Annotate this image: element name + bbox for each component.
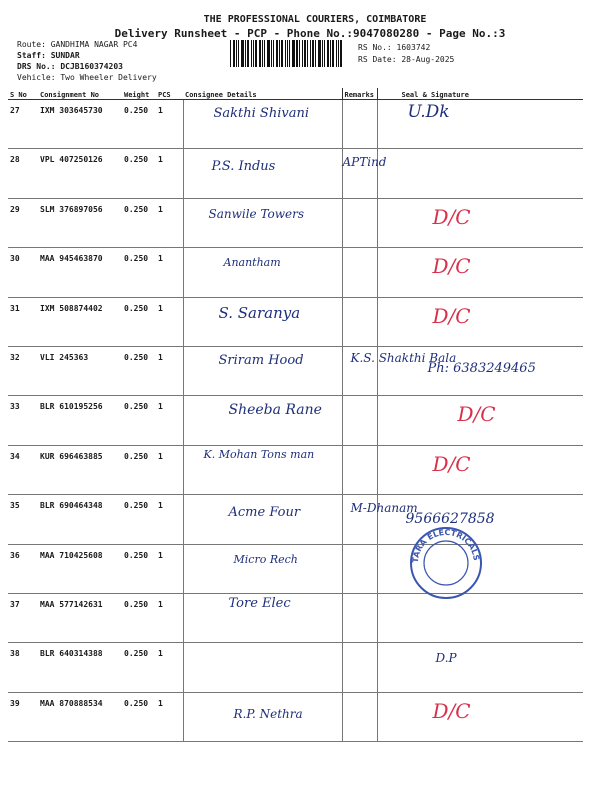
cell-weight: 0.250 [122,149,156,198]
barcode-bar [247,40,249,67]
handwritten-consignee: Sakthi Shivani [213,106,309,121]
cell-consignment: IXM 508874402 [38,297,122,346]
handwritten-signature: 9566627858 [405,511,495,528]
cell-seal [377,248,583,297]
cell-pcs: 1 [156,495,183,544]
cell-weight: 0.250 [122,346,156,395]
handwritten-dc-mark: D/C [457,402,496,427]
barcode-bar [292,40,295,67]
cell-sno: 29 [8,198,38,247]
cell-pcs: 1 [156,396,183,445]
cell-consignment: MAA 870888534 [38,692,122,741]
cell-consignee [183,198,342,247]
cell-consignment: MAA 945463870 [38,248,122,297]
barcode [230,40,352,67]
cell-weight: 0.250 [122,593,156,642]
barcode-bar [253,40,254,67]
cell-consignment: KUR 696463885 [38,445,122,494]
cell-weight: 0.250 [122,495,156,544]
cell-sno: 39 [8,692,38,741]
table-row [8,544,583,593]
cell-sno: 36 [8,544,38,593]
table-row [8,297,583,346]
cell-remarks [342,149,387,198]
barcode-bar [299,40,300,67]
cell-consignment: VPL 407250126 [38,149,122,198]
cell-sno: 31 [8,297,38,346]
col-consignee: Consignee Details [183,88,342,100]
cell-pcs: 1 [156,100,183,149]
barcode-bar [302,40,303,67]
route-line [17,40,137,49]
barcode-bar [279,40,280,67]
cell-consignee [183,593,342,642]
cell-consignment: BLR 610195256 [38,396,122,445]
rs-no-value: 1603742 [396,43,431,52]
cell-pcs: 1 [156,198,183,247]
barcode-bar [338,40,339,67]
cell-seal [377,198,583,247]
cell-consignment: BLR 640314388 [38,643,122,692]
cell-remarks [342,248,377,297]
cell-consignee [183,149,342,198]
staff-label: Staff: [17,51,46,60]
barcode-bar [318,40,321,67]
cell-pcs: 1 [156,445,183,494]
cell-remarks [342,495,418,544]
cell-consignee [183,445,342,494]
cell-remarks [342,100,377,149]
cell-remarks [342,445,377,494]
rs-date-line [358,55,454,64]
col-sno: S No [8,88,38,100]
barcode-bar [233,40,235,67]
handwritten-signature: D.P [435,651,457,666]
cell-sno: 34 [8,445,38,494]
col-weight: Weight [122,88,156,100]
cell-remarks [342,544,377,593]
handwritten-signature: Ph: 6383249465 [427,360,536,376]
cell-weight: 0.250 [122,248,156,297]
barcode-bar [262,40,263,67]
handwritten-remarks: APTind [342,155,387,170]
rs-no-line [358,43,430,52]
barcode-bar [236,40,237,67]
staff-value: SUNDAR [50,51,80,60]
barcode-bar [332,40,334,67]
col-consignment: Consignment No [38,88,122,100]
cell-pcs: 1 [156,248,183,297]
runsheet-title: Delivery Runsheet - PCP - Phone No.:9047080280 - Page No.:3 [114,27,506,40]
handwritten-consignee: P.S. Indus [211,159,276,175]
barcode-bar [241,40,244,67]
cell-seal [377,643,583,692]
cell-remarks [342,396,377,445]
table-row [8,346,583,395]
barcode-bar [296,40,298,67]
drs-line [17,62,123,71]
handwritten-consignee: K. Mohan Tons man [203,447,315,461]
vehicle-line [17,73,157,82]
company-title: THE PROFESSIONAL COURIERS, COIMBATORE [203,14,427,25]
handwritten-remarks: K.S. Shakthi Bala [350,350,457,365]
barcode-bar [271,40,272,67]
barcode-bar [330,40,331,67]
cell-remarks [342,346,457,395]
handwritten-consignee: Micro Rech [233,552,298,566]
cell-weight: 0.250 [122,643,156,692]
cell-pcs: 1 [156,544,183,593]
handwritten-signature: U.Dk [407,102,450,122]
drs-label: DRS No.: [17,62,56,71]
table-header [8,88,583,100]
barcode-bar [245,40,246,67]
cell-weight: 0.250 [122,544,156,593]
cell-sno: 38 [8,643,38,692]
staff-line [17,51,80,60]
handwritten-consignee: Sanwile Towers [208,206,305,221]
cell-pcs: 1 [156,346,183,395]
cell-remarks [342,198,377,247]
table-row [8,396,583,445]
cell-pcs: 1 [156,692,183,741]
handwritten-dc-mark: D/C [432,204,471,229]
cell-seal [377,396,583,445]
barcode-bar [310,40,311,67]
handwritten-dc-mark: D/C [432,303,471,328]
cell-consignee [183,100,342,149]
handwritten-dc-mark: D/C [432,451,471,476]
cell-consignee [183,248,342,297]
cell-weight: 0.250 [122,445,156,494]
cell-sno: 30 [8,248,38,297]
barcode-bar [259,40,261,67]
barcode-bar [327,40,329,67]
cell-pcs: 1 [156,297,183,346]
cell-weight: 0.250 [122,198,156,247]
col-pcs: PCS [156,88,183,100]
barcode-bar [276,40,278,67]
barcode-bar [251,40,252,67]
cell-consignee [183,396,342,445]
barcode-bar [322,40,323,67]
cell-seal [377,297,583,346]
route-label: Route: [17,40,46,49]
rs-date-label: RS Date: [358,55,397,64]
cell-remarks [342,643,377,692]
cell-consignment: BLR 690464348 [38,495,122,544]
cell-pcs: 1 [156,593,183,642]
handwritten-consignee: Acme Four [228,505,301,521]
table-row [8,643,583,692]
cell-pcs: 1 [156,643,183,692]
barcode-bar [281,40,283,67]
handwritten-consignee: R.P. Nethra [233,706,303,721]
cell-seal [377,100,583,149]
handwritten-remarks: M-Dhanam [350,501,418,516]
cell-sno: 33 [8,396,38,445]
col-remarks: Remarks [342,88,377,100]
table-row [8,248,583,297]
table-row [8,692,583,741]
handwritten-consignee: Sheeba Rane [228,402,322,419]
barcode-bar [267,40,270,67]
col-seal: Seal & Signature [377,88,583,100]
barcode-bar [273,40,274,67]
barcode-bar [287,40,288,67]
cell-consignee [183,495,342,544]
cell-consignment: SLM 376897056 [38,198,122,247]
barcode-bar [289,40,290,67]
cell-consignment: MAA 577142631 [38,593,122,642]
handwritten-consignee: S. Saranya [218,303,301,322]
barcode-bar [304,40,306,67]
cell-sno: 37 [8,593,38,642]
route-value: GANDHIMA NAGAR PC4 [50,40,138,49]
cell-remarks [342,297,377,346]
svg-text:TARA ELECTRICALS: TARA ELECTRICALS [410,527,481,564]
cell-consignee [183,692,342,741]
table-row [8,445,583,494]
cell-seal [377,149,583,198]
cell-seal [377,445,583,494]
barcode-bar [238,40,239,67]
table-row [8,593,583,642]
table-row [8,149,583,198]
barcode-bar [264,40,265,67]
barcode-bar [336,40,337,67]
barcode-bar [312,40,314,67]
table-row [8,100,583,149]
barcode-bar [255,40,257,67]
handwritten-dc-mark: D/C [432,254,471,279]
cell-weight: 0.250 [122,692,156,741]
cell-seal [377,692,583,741]
cell-sno: 35 [8,495,38,544]
rs-no-label: RS No.: [358,43,392,52]
handwritten-consignee: Sriram Hood [218,352,304,368]
cell-seal [377,346,583,395]
company-seal-stamp [408,525,484,605]
cell-consignment: MAA 710425608 [38,544,122,593]
drs-value: DCJB160374203 [60,62,123,71]
vehicle-value: Two Wheeler Delivery [60,73,157,82]
barcode-bar [315,40,316,67]
barcode-bar [230,40,231,67]
cell-remarks [342,593,377,642]
rs-date-value: 28-Aug-2025 [401,55,455,64]
barcode-bar [285,40,286,67]
cell-sno: 28 [8,149,38,198]
barcode-bar [307,40,308,67]
vehicle-label: Vehicle: [17,73,56,82]
cell-sno: 32 [8,346,38,395]
handwritten-dc-mark: D/C [432,698,471,723]
cell-pcs: 1 [156,149,183,198]
cell-consignee [183,297,342,346]
cell-consignment: IXM 303645730 [38,100,122,149]
table-row [8,198,583,247]
cell-consignment: VLI 245363 [38,346,122,395]
cell-remarks [342,692,377,741]
runsheet-table [8,88,583,742]
cell-sno: 27 [8,100,38,149]
handwritten-consignee: Tore Elec [228,595,291,611]
cell-consignee [183,346,342,395]
cell-weight: 0.250 [122,396,156,445]
barcode-bar [324,40,325,67]
handwritten-consignee: Anantham [223,256,281,270]
cell-weight: 0.250 [122,100,156,149]
table-row [8,495,583,544]
cell-consignee [183,544,342,593]
cell-consignee [183,643,342,692]
cell-weight: 0.250 [122,297,156,346]
barcode-bar [340,40,342,67]
